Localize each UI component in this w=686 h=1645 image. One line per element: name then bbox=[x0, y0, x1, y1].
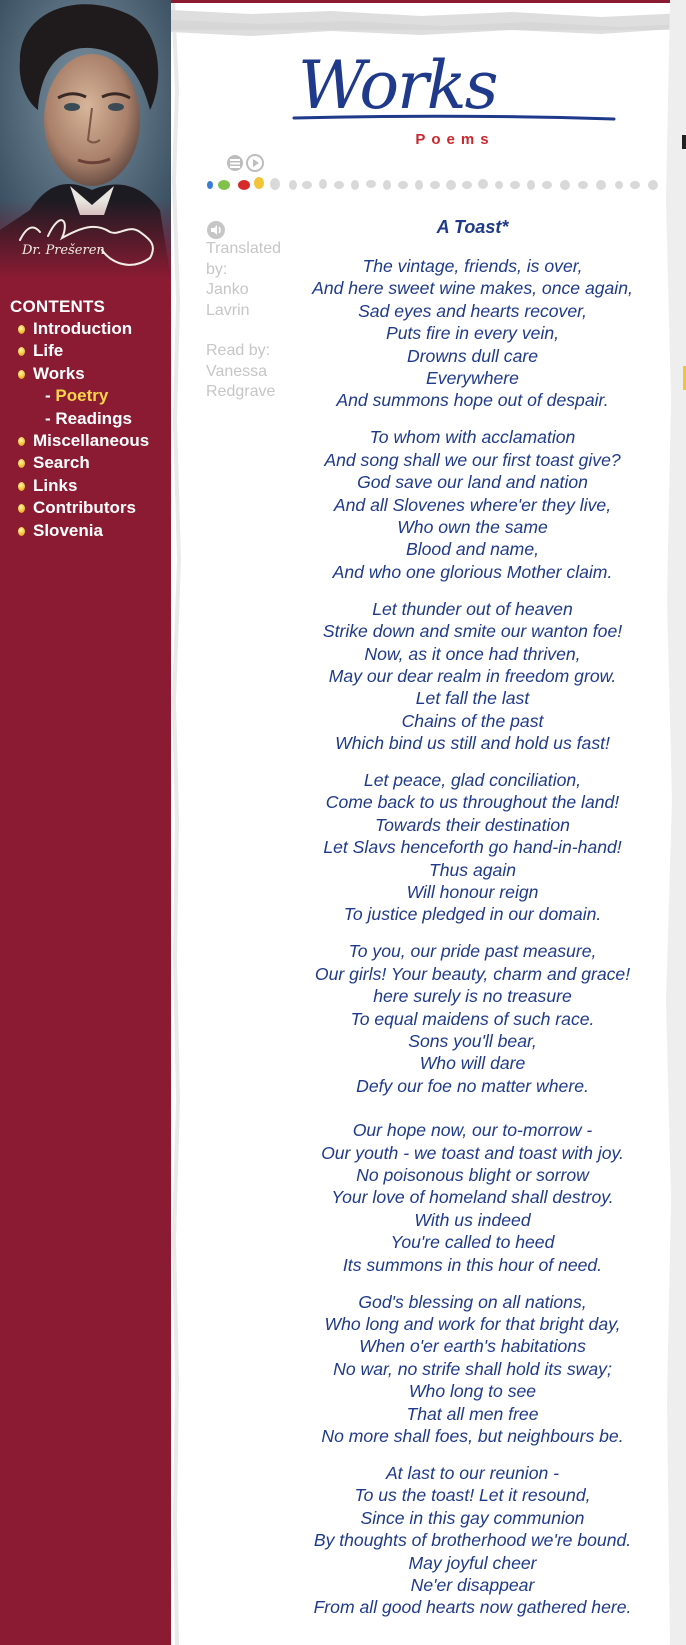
poem-stanza bbox=[300, 1291, 645, 1448]
poem-line: Towards their destination bbox=[375, 814, 570, 835]
poem-line: Its summons in this hour of need. bbox=[342, 1254, 603, 1275]
bullet-icon bbox=[18, 347, 25, 356]
poem-line: No war, no strife shall hold its sway; bbox=[333, 1358, 612, 1379]
nav-subitem-poetry[interactable] bbox=[10, 385, 170, 407]
play-icon[interactable] bbox=[246, 154, 264, 172]
poem-line: That all men free bbox=[406, 1403, 539, 1424]
contents-nav bbox=[10, 296, 170, 542]
nav-item-slovenia[interactable] bbox=[10, 520, 170, 542]
nav-item-works[interactable] bbox=[10, 363, 170, 385]
text-view-icon[interactable] bbox=[226, 154, 244, 172]
credit-line: Redgrave bbox=[206, 383, 276, 400]
logo-text: Works bbox=[298, 47, 497, 122]
poem-line: Since in this gay communion bbox=[360, 1507, 585, 1528]
credit-line: Translated bbox=[206, 240, 281, 257]
poem-stanza bbox=[300, 598, 645, 755]
sub-prefix: - bbox=[45, 386, 56, 406]
nav-item-search[interactable] bbox=[10, 452, 170, 474]
credit-line: Lavrin bbox=[206, 301, 250, 319]
poem-stanza bbox=[300, 769, 645, 926]
nav-item-contributors[interactable] bbox=[10, 497, 170, 519]
portrait-signature: Dr. Prešeren bbox=[22, 243, 105, 258]
works-logo bbox=[290, 40, 620, 122]
poem-stanza bbox=[300, 255, 645, 412]
poem-line: And all Slovenes where'er they live, bbox=[333, 494, 612, 515]
poem-line: Which bind us still and hold us fast! bbox=[335, 733, 610, 754]
poem-line: here surely is no treasure bbox=[373, 986, 572, 1007]
portrait-image bbox=[0, 0, 171, 278]
nav-subitem-readings[interactable] bbox=[10, 408, 170, 430]
poem-line: Who will dare bbox=[419, 1053, 526, 1074]
poem-line: Blood and name, bbox=[405, 539, 540, 560]
poem-line: Defy our foe no matter where. bbox=[356, 1075, 589, 1096]
nav-item-introduction[interactable] bbox=[10, 318, 170, 340]
poem-line: To us the toast! Let it resound, bbox=[354, 1485, 591, 1506]
nav-label: Introduction bbox=[33, 319, 133, 338]
poem-line: And song shall we our first toast give? bbox=[324, 449, 621, 470]
bullet-icon bbox=[18, 459, 25, 468]
credit-line: Read by: bbox=[206, 342, 271, 359]
nav-label: Contributors bbox=[33, 498, 136, 518]
nav-sublabel: Readings bbox=[55, 408, 132, 428]
bullet-icon bbox=[18, 325, 25, 334]
poem-line: Who long and work for that bright day, bbox=[324, 1313, 621, 1334]
decorative-dots bbox=[205, 174, 665, 196]
poem-line: Now, as it once had thriven, bbox=[364, 643, 581, 664]
poem-line: Let peace, glad conciliation, bbox=[363, 770, 582, 791]
poem-line: Who own the same bbox=[397, 516, 548, 537]
poem-line: To whom with acclamation bbox=[369, 427, 576, 448]
credit-line: Vanessa bbox=[206, 362, 268, 380]
poem-stanza bbox=[300, 940, 645, 1097]
poem-line: From all good hearts now gathered here. bbox=[313, 1597, 632, 1618]
poem-line: God's blessing on all nations, bbox=[358, 1291, 587, 1312]
bullet-icon bbox=[18, 482, 25, 491]
poem-line: Let Slavs henceforth go hand-in-hand! bbox=[323, 837, 622, 858]
poem-line: To you, our pride past measure, bbox=[348, 941, 597, 962]
poem-line: Everywhere bbox=[426, 368, 519, 389]
poem-line: And who one glorious Mother claim. bbox=[332, 561, 613, 582]
poem-line: No poisonous blight or sorrow bbox=[356, 1165, 589, 1186]
poem-line: Drowns dull care bbox=[406, 345, 539, 366]
nav-label: Works bbox=[33, 363, 85, 383]
poem-line: Thus again bbox=[428, 859, 517, 880]
nav-sublabel: Poetry bbox=[55, 386, 109, 406]
poem-stanza bbox=[300, 1462, 645, 1619]
poem-title: A Toast* bbox=[436, 217, 509, 237]
speaker-icon[interactable] bbox=[206, 220, 226, 240]
section-label: Poems bbox=[415, 131, 495, 148]
paper-edge-right bbox=[656, 0, 686, 1645]
poem-line: Will honour reign bbox=[406, 882, 539, 903]
poem-line: And here sweet wine makes, once again, bbox=[312, 278, 633, 299]
poem-stanza bbox=[300, 1119, 645, 1276]
nav-item-links[interactable] bbox=[10, 475, 170, 497]
poem-line: At last to our reunion - bbox=[385, 1462, 560, 1483]
poem-line: Our girls! Your beauty, charm and grace! bbox=[314, 963, 631, 984]
sidebar bbox=[0, 0, 171, 1645]
poem-line: You're called to heed bbox=[390, 1232, 555, 1253]
credit-line: Janko bbox=[206, 281, 249, 298]
credit-line: by: bbox=[206, 260, 228, 278]
poem-line: To equal maidens of such race. bbox=[350, 1008, 595, 1029]
poem-body bbox=[300, 216, 645, 1633]
poem-line: Your love of homeland shall destroy. bbox=[331, 1187, 614, 1208]
poem-line: With us indeed bbox=[414, 1209, 531, 1230]
nav-label: Links bbox=[33, 475, 78, 495]
poem-line: Sons you'll bear, bbox=[408, 1031, 537, 1051]
bullet-icon bbox=[18, 504, 25, 513]
poem-line: Ne'er disappear bbox=[410, 1574, 535, 1595]
poem-line: Puts fire in every vein, bbox=[385, 323, 560, 344]
poem-line: No more shall foes, but neighbours be. bbox=[321, 1426, 624, 1446]
reader-credit bbox=[206, 341, 296, 403]
poem-line: God save our land and nation bbox=[357, 472, 588, 493]
poem-stanza bbox=[300, 426, 645, 583]
poem-line: May our dear realm in freedom grow. bbox=[328, 665, 617, 686]
nav-item-miscellaneous[interactable] bbox=[10, 430, 170, 452]
poem-line: Sad eyes and hearts recover, bbox=[358, 300, 587, 321]
bullet-icon bbox=[18, 370, 25, 379]
poem-line: The vintage, friends, is over, bbox=[362, 256, 583, 276]
poem-line: Chains of the past bbox=[401, 710, 544, 731]
translator-credit bbox=[206, 239, 296, 321]
poem-line: To justice pledged in our domain. bbox=[343, 904, 602, 925]
poem-line: And summons hope out of despair. bbox=[336, 390, 609, 411]
paper-edge-left bbox=[163, 0, 187, 1645]
toolbar bbox=[226, 154, 274, 172]
nav-label: Miscellaneous bbox=[33, 431, 150, 451]
bullet-icon bbox=[18, 437, 25, 446]
poem-line: Our hope now, our to-morrow - bbox=[352, 1120, 593, 1141]
paper-edge-top bbox=[171, 0, 686, 44]
bullet-icon bbox=[18, 527, 25, 536]
nav-label: Slovenia bbox=[33, 520, 103, 540]
contents-title: CONTENTS bbox=[10, 297, 106, 316]
poem-line: By thoughts of brotherhood we're bound. bbox=[313, 1530, 632, 1551]
sub-prefix: - bbox=[45, 408, 56, 428]
nav-label: Search bbox=[33, 453, 90, 473]
poem-line: Let fall the last bbox=[415, 688, 530, 709]
poem-line: Strike down and smite our wanton foe! bbox=[322, 621, 623, 642]
poem-line: May joyful cheer bbox=[408, 1552, 537, 1573]
poem-line: Who long to see bbox=[408, 1381, 537, 1402]
poem-stanzas bbox=[300, 255, 645, 1619]
poem-line: Come back to us throughout the land! bbox=[325, 792, 620, 813]
poem-line: Let thunder out of heaven bbox=[372, 598, 573, 619]
nav-label: Life bbox=[33, 341, 64, 361]
poem-line: When o'er earth's habitations bbox=[359, 1336, 586, 1357]
nav-item-life[interactable] bbox=[10, 340, 170, 362]
poem-line: Our youth - we toast and toast with joy. bbox=[321, 1142, 624, 1163]
